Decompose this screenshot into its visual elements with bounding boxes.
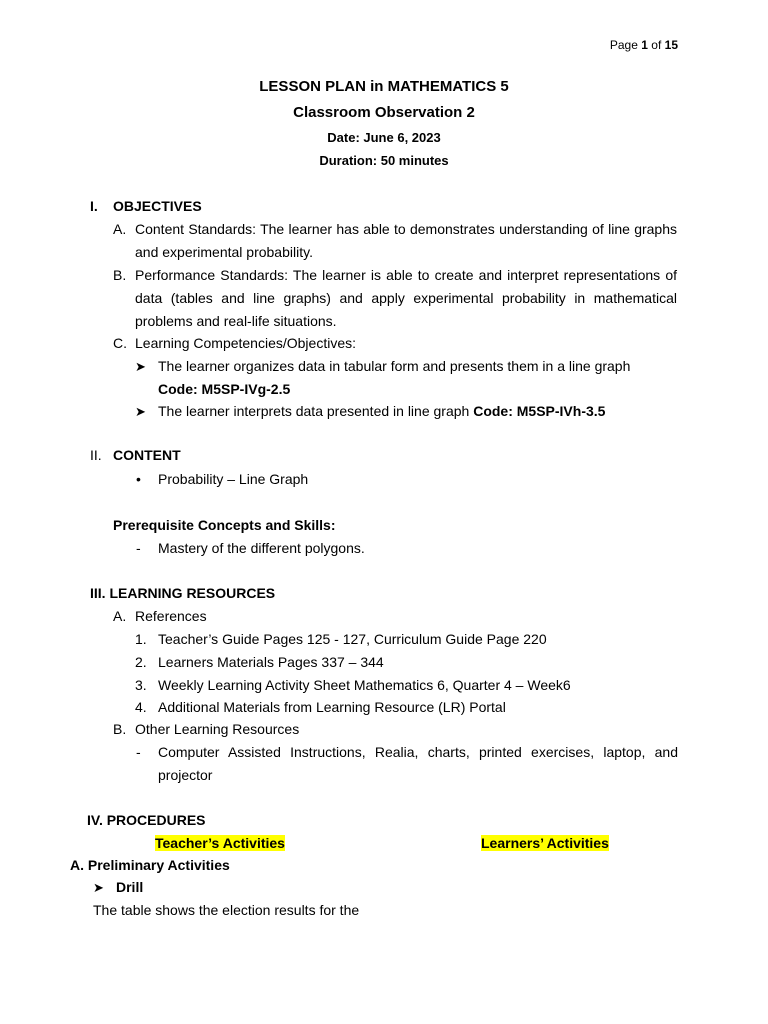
lesson-date: Date: June 6, 2023 <box>327 130 441 145</box>
learner-activities-header <box>481 832 609 855</box>
reference-4-number: 4. <box>135 699 147 715</box>
page-total: 15 <box>664 38 678 52</box>
objectives-numeral: I. <box>90 198 98 214</box>
resources-heading: III. LEARNING RESOURCES <box>90 585 276 601</box>
reference-1: Teacher’s Guide Pages 125 - 127, Curriculum Guide Page 220 <box>158 631 547 647</box>
preliminary-activities: A. Preliminary Activities <box>70 857 230 873</box>
competency-1-text: The learner organizes data in tabular form and presents them in a line graph <box>158 358 631 374</box>
performance-standards-text: Performance Standards: The learner is able to create and interpret representations of data (tables and line graphs) and apply experimental probability in mathematical problems and real-life situations. <box>135 267 677 329</box>
page-of: of <box>651 38 662 52</box>
objective-c-marker: C. <box>113 335 127 351</box>
other-resources-marker: B. <box>113 721 127 737</box>
arrow-bullet-icon: ➤ <box>135 359 146 374</box>
learning-competencies-text: Learning Competencies/Objectives: <box>135 335 357 351</box>
drill-heading: Drill <box>116 879 144 895</box>
arrow-bullet-icon: ➤ <box>93 880 104 895</box>
competency-2-code: Code: M5SP-IVh-3.5 <box>473 403 606 419</box>
content-topic: Probability – Line Graph <box>158 471 309 487</box>
reference-4: Additional Materials from Learning Resource (LR) Portal <box>158 699 506 715</box>
competency-2 <box>158 400 678 423</box>
page-number <box>610 38 678 52</box>
bullet-dot-icon: • <box>136 471 141 487</box>
other-resources-item: Computer Assisted Instructions, Realia, charts, printed exercises, laptop, and projector <box>158 744 678 783</box>
drill-text: The table shows the election results for the <box>93 902 360 918</box>
arrow-bullet-icon: ➤ <box>135 404 146 419</box>
other-resources-dash: - <box>136 744 141 760</box>
reference-2-number: 2. <box>135 654 147 670</box>
prerequisite-item: Mastery of the different polygons. <box>158 540 365 556</box>
teacher-activities-label: Teacher’s Activities <box>155 835 285 851</box>
reference-1-number: 1. <box>135 631 147 647</box>
competency-1-code: Code: M5SP-IVg-2.5 <box>158 381 291 397</box>
objective-a-marker: A. <box>113 221 127 237</box>
reference-3-number: 3. <box>135 677 147 693</box>
objectives-heading: OBJECTIVES <box>113 198 202 214</box>
lesson-duration: Duration: 50 minutes <box>319 153 449 168</box>
competency-2-text: The learner interprets data presented in line graph <box>158 403 470 419</box>
page-current: 1 <box>641 38 648 52</box>
content-numeral: II. <box>90 447 102 463</box>
reference-2: Learners Materials Pages 337 – 344 <box>158 654 384 670</box>
content-heading: CONTENT <box>113 447 181 463</box>
prerequisite-dash: - <box>136 540 141 556</box>
references-marker: A. <box>113 608 127 624</box>
document-title: LESSON PLAN in MATHEMATICS 5 <box>259 78 509 95</box>
other-resources-label: Other Learning Resources <box>135 721 300 737</box>
teacher-activities-header <box>155 832 285 855</box>
content-standards-text: Content Standards: The learner has able to demonstrates understanding of line graphs and experimental probability. <box>135 221 677 260</box>
objective-b-marker: B. <box>113 267 127 283</box>
prerequisite-heading: Prerequisite Concepts and Skills: <box>113 517 336 533</box>
learner-activities-label: Learners’ Activities <box>481 835 609 851</box>
page-label: Page <box>609 38 638 52</box>
competency-1 <box>158 355 678 401</box>
document-subtitle: Classroom Observation 2 <box>293 104 475 121</box>
procedures-heading: IV. PROCEDURES <box>87 812 206 828</box>
references-label: References <box>135 608 207 624</box>
reference-3: Weekly Learning Activity Sheet Mathematics 6, Quarter 4 – Week6 <box>158 677 571 693</box>
